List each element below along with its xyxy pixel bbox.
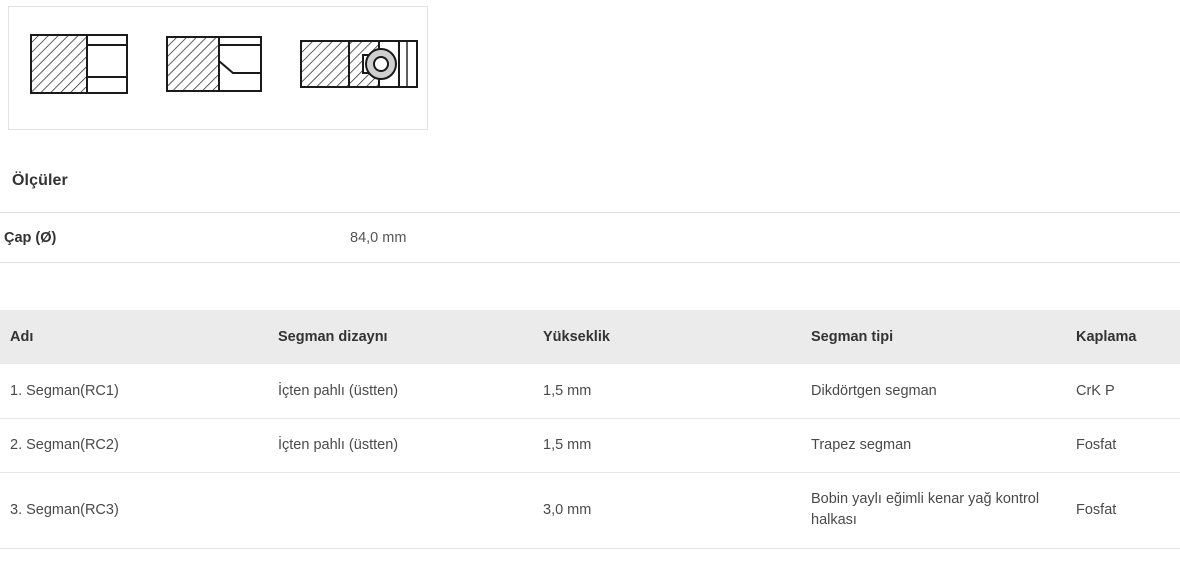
spec-table-header <box>0 310 1180 364</box>
cell-design: İçten pahlı (üstten) <box>278 382 399 399</box>
cell-height: 1,5 mm <box>543 382 592 399</box>
column-header-design: Segman dizaynı <box>278 329 388 345</box>
column-header-coating: Kaplama <box>1076 329 1137 345</box>
dimension-value: 84,0 mm <box>350 229 407 246</box>
column-header-height: Yükseklik <box>543 329 610 345</box>
cell-name: 1. Segman(RC1) <box>10 382 119 399</box>
dimension-label: Çap (Ø) <box>4 229 57 246</box>
table-row <box>0 213 1180 262</box>
table-header-row <box>0 310 1180 364</box>
cell-coating: CrK P <box>1076 382 1115 399</box>
ring-profile-figure-1-icon <box>9 15 149 105</box>
ring-spec-table <box>0 310 1180 549</box>
cell-type: Trapez segman <box>811 437 912 453</box>
ring-profile-diagram-row <box>9 15 427 105</box>
cell-name: 3. Segman(RC3) <box>10 502 119 518</box>
ring-profile-figure-2-icon <box>149 15 289 105</box>
column-header-name: Adı <box>10 329 34 345</box>
ring-profile-diagram-card <box>8 6 428 130</box>
cell-height: 1,5 mm <box>543 437 592 453</box>
cell-coating: Fosfat <box>1076 437 1117 453</box>
cell-type: Bobin yaylı eğimli kenar yağ kontrol halkası <box>811 490 1040 528</box>
column-header-type: Segman tipi <box>811 329 894 345</box>
cell-design: İçten pahlı (üstten) <box>278 437 399 453</box>
cell-height: 3,0 mm <box>543 502 592 518</box>
dimensions-table <box>0 212 1180 263</box>
ring-profile-figure-3-icon <box>289 15 429 105</box>
cell-type: Dikdörtgen segman <box>811 382 937 399</box>
spec-table-body <box>0 364 1180 548</box>
cell-name: 2. Segman(RC2) <box>10 437 119 453</box>
table-row <box>0 364 1180 418</box>
table-row <box>0 472 1180 548</box>
section-title: Ölçüler <box>12 172 68 189</box>
table-row <box>0 418 1180 472</box>
cell-coating: Fosfat <box>1076 502 1117 518</box>
cell-design <box>270 472 535 548</box>
